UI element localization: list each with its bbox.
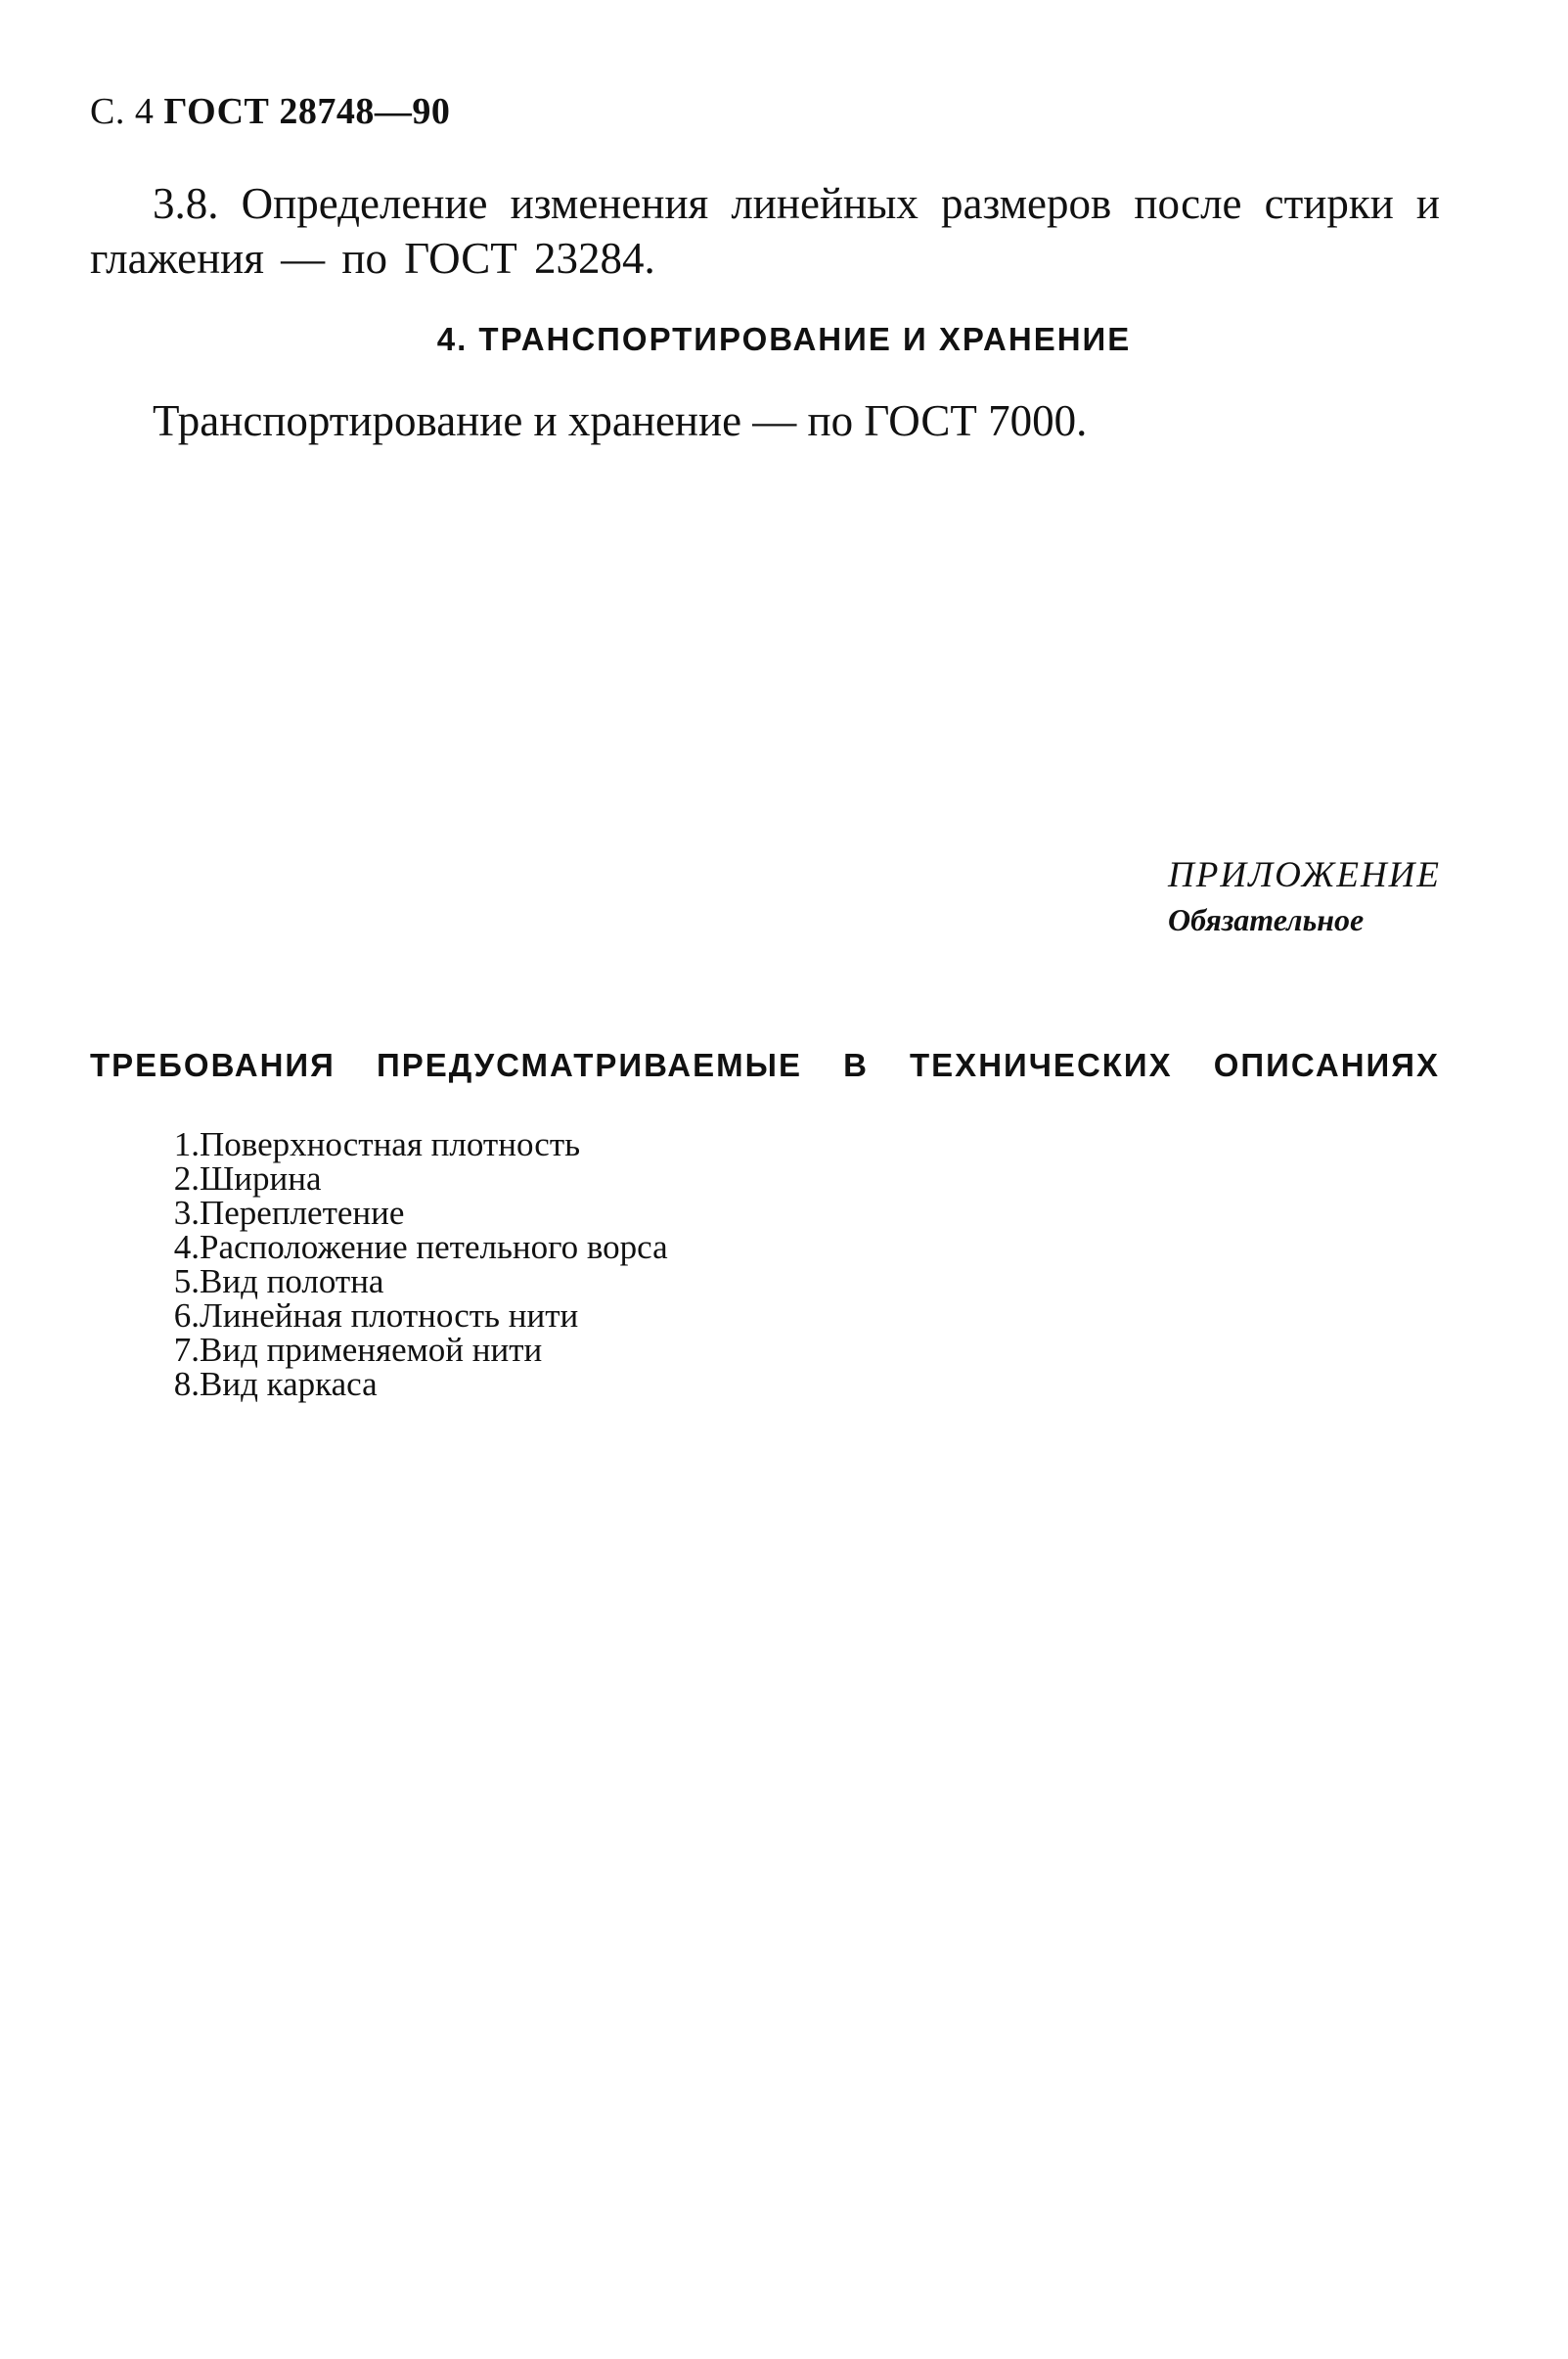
paragraph-3-8: 3.8. Определение изменения линейных размеров после стирки и глажения — по ГОСТ 23284. — [90, 179, 1440, 283]
list-item-text: Вид полотна — [200, 1262, 384, 1300]
list-item — [149, 1367, 668, 1401]
list-item — [149, 1127, 668, 1161]
page-header — [90, 90, 450, 133]
list-item-number: 5. — [173, 1262, 200, 1300]
list-item-number: 8. — [173, 1365, 200, 1403]
paragraph-transport-storage: Транспортирование и хранение — по ГОСТ 7000. — [153, 396, 1088, 445]
appendix-title: ПРИЛОЖЕНИЕ — [1168, 855, 1441, 895]
list-item-text: Вид применяемой нити — [200, 1331, 543, 1369]
list-item-text: Расположение петельного ворса — [200, 1228, 668, 1266]
list-item — [149, 1161, 668, 1196]
list-item — [149, 1196, 668, 1230]
list-item — [149, 1230, 668, 1264]
list-item-number: 6. — [173, 1296, 200, 1335]
list-item-text: Ширина — [200, 1159, 322, 1198]
list-item-number: 7. — [173, 1331, 200, 1369]
list-item — [149, 1333, 668, 1367]
list-item-text: Поверхностная плотность — [200, 1125, 581, 1163]
list-item-text: Переплетение — [200, 1194, 405, 1232]
requirements-list — [149, 1127, 668, 1401]
list-item — [149, 1298, 668, 1333]
list-item-number: 2. — [173, 1159, 200, 1198]
list-item-text: Линейная плотность нити — [200, 1296, 579, 1335]
list-item-number: 4. — [173, 1228, 200, 1266]
section-heading-transport: 4. ТРАНСПОРТИРОВАНИЕ И ХРАНЕНИЕ — [436, 321, 1132, 357]
page-number: С. 4 — [90, 91, 155, 132]
list-item-number: 1. — [173, 1125, 200, 1163]
appendix-subtitle: Обязательное — [1168, 902, 1365, 937]
appendix-label — [1168, 853, 1441, 941]
requirements-heading: ТРЕБОВАНИЯ ПРЕДУСМАТРИВАЕМЫЕ В ТЕХНИЧЕСКИХ ОПИСАНИЯХ — [90, 1047, 1440, 1083]
list-item — [149, 1264, 668, 1298]
list-item-number: 3. — [173, 1194, 200, 1232]
standard-designation: ГОСТ 28748—90 — [163, 91, 451, 132]
list-item-text: Вид каркаса — [200, 1365, 378, 1403]
